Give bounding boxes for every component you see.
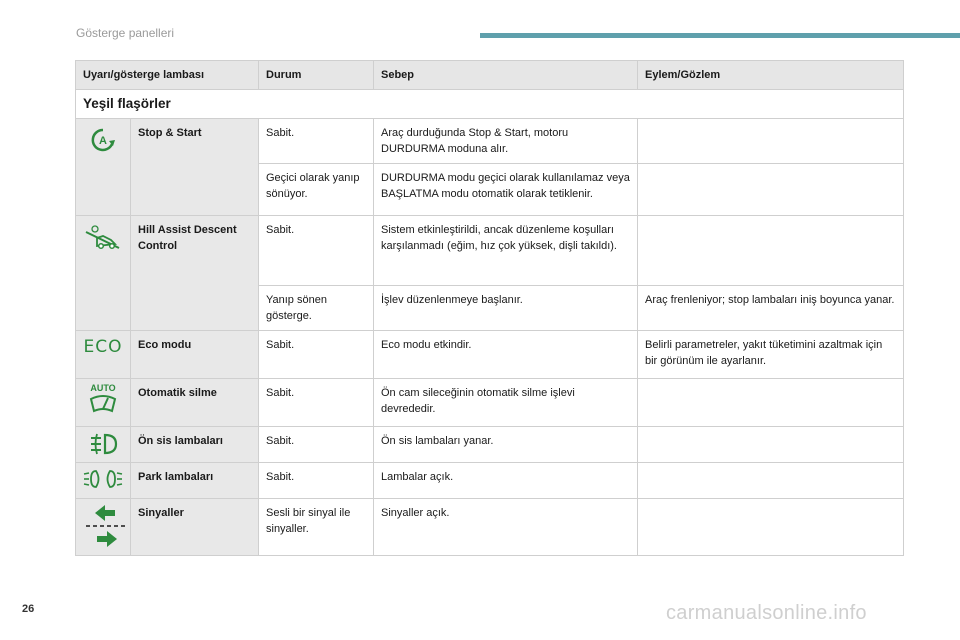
- section-row: [76, 90, 904, 119]
- status-cell: Sabit.: [259, 427, 374, 463]
- cause-cell: Eco modu etkindir.: [374, 331, 638, 379]
- hill-descent-icon: [76, 216, 131, 331]
- status-cell: Geçici olarak yanıp sönüyor.: [259, 164, 374, 216]
- parking-lights-icon: [76, 463, 131, 499]
- action-cell: [638, 164, 904, 216]
- lamp-name: Sinyaller: [131, 499, 259, 556]
- table-row: [76, 499, 904, 556]
- turn-signals-icon: [76, 499, 131, 556]
- eco-icon-text: ECO: [83, 337, 123, 357]
- cause-cell: Ön sis lambaları yanar.: [374, 427, 638, 463]
- watermark: carmanualsonline.info: [666, 602, 867, 624]
- status-cell: Sabit.: [259, 216, 374, 286]
- column-header-status: Durum: [259, 61, 374, 90]
- page-header-title: Gösterge panelleri: [76, 26, 175, 40]
- auto-wiper-icon-text: AUTO: [90, 383, 116, 393]
- action-cell: Araç frenleniyor; stop lambaları iniş boyunca yanar.: [638, 286, 904, 331]
- action-cell: [638, 427, 904, 463]
- svg-text:A: A: [99, 135, 107, 147]
- table-row: [76, 331, 904, 379]
- eco-icon: [76, 331, 131, 379]
- lamp-name: Hill Assist Descent Control: [131, 216, 259, 331]
- table-row: [76, 119, 904, 164]
- action-cell: [638, 379, 904, 427]
- status-cell: Yanıp sönen gösterge.: [259, 286, 374, 331]
- cause-cell: Araç durduğunda Stop & Start, motoru DURDURMA moduna alır.: [374, 119, 638, 164]
- page-number: 26: [22, 603, 35, 615]
- warning-lights-table: [75, 60, 904, 556]
- status-cell: Sesli bir sinyal ile sinyaller.: [259, 499, 374, 556]
- table-row: [76, 427, 904, 463]
- cause-cell: Ön cam sileceğinin otomatik silme işlevi devrededir.: [374, 379, 638, 427]
- action-cell: [638, 216, 904, 286]
- cause-cell: Lambalar açık.: [374, 463, 638, 499]
- lamp-name: Eco modu: [131, 331, 259, 379]
- column-header-cause: Sebep: [374, 61, 638, 90]
- auto-wiper-icon: [76, 379, 131, 427]
- action-cell: [638, 119, 904, 164]
- lamp-name: Ön sis lambaları: [131, 427, 259, 463]
- front-fog-lamp-icon: [76, 427, 131, 463]
- auto-stop-start-icon: [76, 119, 131, 216]
- column-header-lamp: Uyarı/gösterge lambası: [76, 61, 259, 90]
- action-cell: Belirli parametreler, yakıt tüketimini azaltmak için bir görünüm ile ayarlanır.: [638, 331, 904, 379]
- table-header-row: [76, 61, 904, 90]
- status-cell: Sabit.: [259, 379, 374, 427]
- table-row: [76, 379, 904, 427]
- status-cell: Sabit.: [259, 119, 374, 164]
- action-cell: [638, 463, 904, 499]
- lamp-name: Park lambaları: [131, 463, 259, 499]
- lamp-name: Stop & Start: [131, 119, 259, 216]
- status-cell: Sabit.: [259, 331, 374, 379]
- table-row: [76, 463, 904, 499]
- status-cell: Sabit.: [259, 463, 374, 499]
- column-header-action: Eylem/Gözlem: [638, 61, 904, 90]
- cause-cell: Sinyaller açık.: [374, 499, 638, 556]
- header-accent-bar: [480, 33, 960, 38]
- cause-cell: DURDURMA modu geçici olarak kullanılamaz veya BAŞLATMA modu otomatik olarak tetiklenir.: [374, 164, 638, 216]
- cause-cell: İşlev düzenlenmeye başlanır.: [374, 286, 638, 331]
- lamp-name: Otomatik silme: [131, 379, 259, 427]
- action-cell: [638, 499, 904, 556]
- table-row: [76, 216, 904, 286]
- section-title: Yeşil flaşörler: [76, 90, 904, 119]
- cause-cell: Sistem etkinleştirildi, ancak düzenleme koşulları karşılanmadı (eğim, hız çok yüksek, dişli takıldı).: [374, 216, 638, 286]
